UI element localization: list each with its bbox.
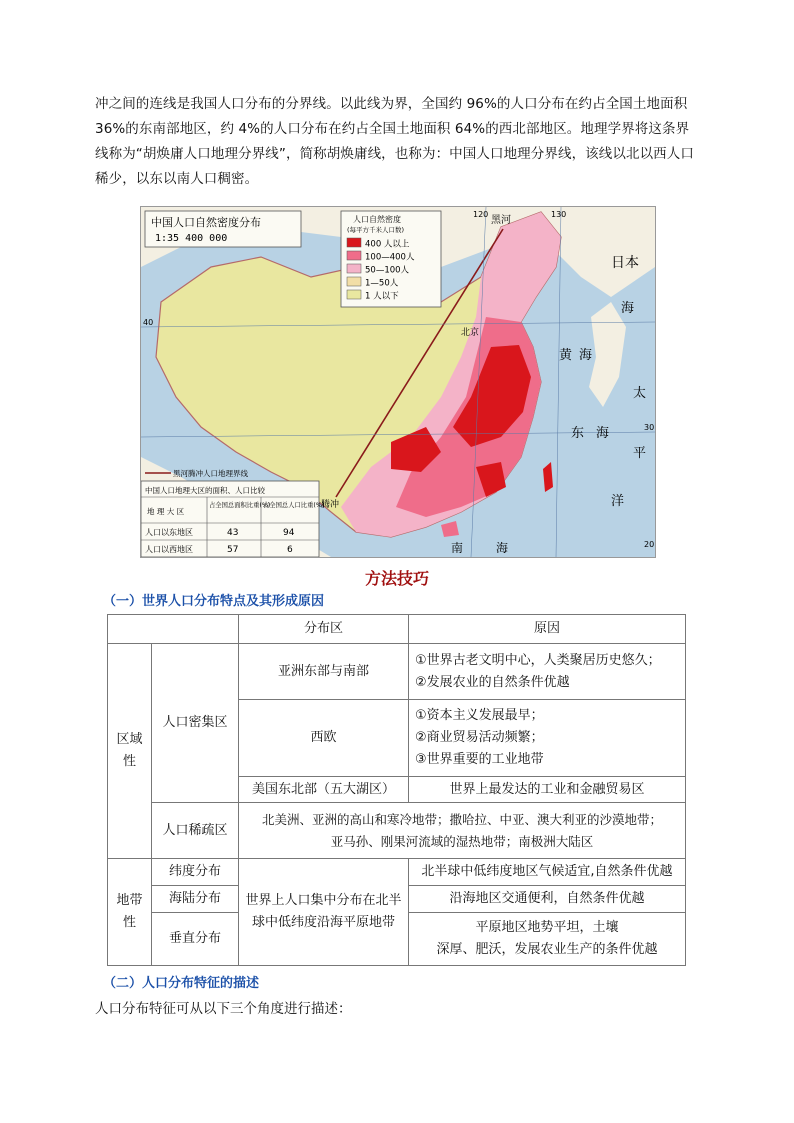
cell-dense: 人口密集区: [152, 644, 239, 803]
method-heading: 方法技巧: [364, 569, 429, 588]
population-density-map: [140, 206, 656, 558]
header-distribution: 分布区: [239, 615, 409, 644]
label-japan-sea: 海: [621, 301, 635, 316]
cell-vert: 垂直分布: [152, 913, 239, 966]
reason-line: ③世界重要的工业地带: [415, 752, 544, 767]
vert-line: 深厚、肥沃，发展农业生产的条件优越: [436, 942, 658, 957]
label-east-sea: 海: [596, 426, 610, 441]
legend-label: 400 人以上: [365, 239, 410, 250]
inset-h1: 地 理 大 区: [147, 507, 185, 516]
cell-area-europe: 西欧: [239, 700, 409, 777]
cell-area-usa: 美国东北部（五大湖区）: [239, 777, 409, 803]
inset-h2: 占全国总面积比重(%): [209, 502, 271, 509]
section1-heading: （一）世界人口分布特点及其形成原因: [103, 594, 325, 609]
label-lon120: 120: [473, 210, 489, 219]
cell-area-asia: 亚洲东部与南部: [239, 644, 409, 700]
inset-r2-pop: 6: [287, 545, 293, 555]
legend-label: 100—400人: [365, 252, 415, 263]
inset-table-caption: 中国人口地理大区的面积、人口比较: [145, 486, 265, 495]
legend-label: 1—50人: [365, 278, 399, 289]
map-scale: 1:35 400 000: [155, 233, 228, 244]
cell-reason-europe: [409, 700, 686, 777]
legend-label: 50—100人: [365, 265, 410, 276]
table-row: [108, 859, 686, 886]
header-reason: 原因: [409, 615, 686, 644]
cell-vert-reason: [409, 913, 686, 966]
label-pacific-1: 太: [633, 386, 647, 401]
legend-swatch: [347, 277, 361, 286]
cell-regional: 区域性: [108, 644, 152, 859]
line-legend-text: 黑河腾冲人口地理界线: [173, 469, 248, 478]
label-east: 东: [571, 426, 585, 441]
label-lon130: 130: [551, 210, 567, 219]
table-header-row: [108, 615, 686, 644]
label-lat20: 20: [644, 540, 655, 549]
population-distribution-table: [107, 614, 686, 966]
inset-r2-name: 人口以西地区: [145, 545, 193, 554]
vert-line: 平原地区地势平坦，土壤: [475, 920, 619, 935]
reason-line: ①资本主义发展最早；: [415, 708, 544, 723]
legend-swatch: [347, 238, 361, 247]
reason-line: ②发展农业的自然条件优越: [415, 674, 570, 690]
inset-r1-area: 43: [227, 528, 239, 538]
reason-line: ②商业贸易活动频繁；: [415, 730, 544, 745]
legend-swatch: [347, 290, 361, 299]
inset-r1-name: 人口以东地区: [145, 528, 193, 537]
label-yellow-sea: 海: [579, 348, 593, 363]
map-title: 中国人口自然密度分布: [151, 216, 261, 229]
cell-lat: 纬度分布: [152, 859, 239, 886]
inset-h3: 占全国总人口比重(%): [263, 502, 325, 509]
cell-sea-reason: 沿海地区交通便利，自然条件优越: [409, 886, 686, 913]
label-yellow: 黄: [559, 348, 573, 363]
cell-reason-usa: 世界上最发达的工业和金融贸易区: [409, 777, 686, 803]
reason-line: ①世界古老文明中心，人类聚居历史悠久；: [415, 652, 661, 668]
table-row: [108, 803, 686, 859]
header-blank: [108, 615, 239, 644]
zonal-area-line: 球中低纬度沿海平原地带: [251, 915, 395, 930]
inset-r1-pop: 94: [283, 528, 295, 538]
label-south-sea: 海: [496, 541, 509, 555]
cell-reason-asia: [409, 644, 686, 700]
legend-subtitle: (每平方千米人口数): [347, 226, 405, 234]
cell-sparse: 人口稀疏区: [152, 803, 239, 859]
cell-lat-reason: 北半球中低纬度地区气候适宜,自然条件优越: [409, 859, 686, 886]
table-row: [108, 644, 686, 700]
label-heihe: 黑河: [491, 215, 511, 226]
legend-swatch: [347, 264, 361, 273]
body-paragraph: 冲之间的连线是我国人口分布的分界线。以此线为界，全国约 96%的人口分布在约占全国土地面积 36%的东南部地区，约 4%的人口分布在约占全国土地面积 64%的西北部地区。地理学界将这条界线称为“胡焕庸人口地理分界线”，简称胡焕庸线，也称为：中国人口地理分界线，该线以北以西人口稀少，以东以南人口稠密。: [95, 96, 694, 187]
label-lat40: 40: [143, 318, 154, 327]
intro-text: 人口分布特征可从以下三个角度进行描述：: [95, 1001, 352, 1017]
legend-label: 1 人以下: [365, 291, 399, 302]
legend-swatch: [347, 251, 361, 260]
sparse-line: 北美洲、亚洲的高山和寒冷地带；撒哈拉、中亚、澳大利亚的沙漠地带；: [261, 811, 662, 827]
cell-zonal: 地带性: [108, 859, 152, 966]
label-lat30: 30: [644, 423, 655, 432]
legend-title: 人口自然密度: [353, 215, 401, 224]
label-south: 南: [451, 541, 464, 555]
zonal-area-line: 世界上人口集中分布在北半: [245, 893, 402, 908]
sparse-line: 亚马孙、刚果河流域的湿热地带；南极洲大陆区: [330, 833, 594, 849]
label-beijing: 北京: [461, 328, 480, 338]
cell-sparse-text: [239, 803, 686, 859]
cell-zonal-area: [239, 859, 409, 966]
inset-r2-area: 57: [227, 545, 239, 555]
label-japan-1: 日本: [611, 255, 639, 271]
section2-heading: （二）人口分布特征的描述: [103, 976, 260, 991]
cell-sea: 海陆分布: [152, 886, 239, 913]
label-pacific-3: 洋: [611, 494, 625, 509]
label-tengchong: 腾冲: [321, 500, 340, 510]
label-pacific-2: 平: [633, 446, 647, 461]
